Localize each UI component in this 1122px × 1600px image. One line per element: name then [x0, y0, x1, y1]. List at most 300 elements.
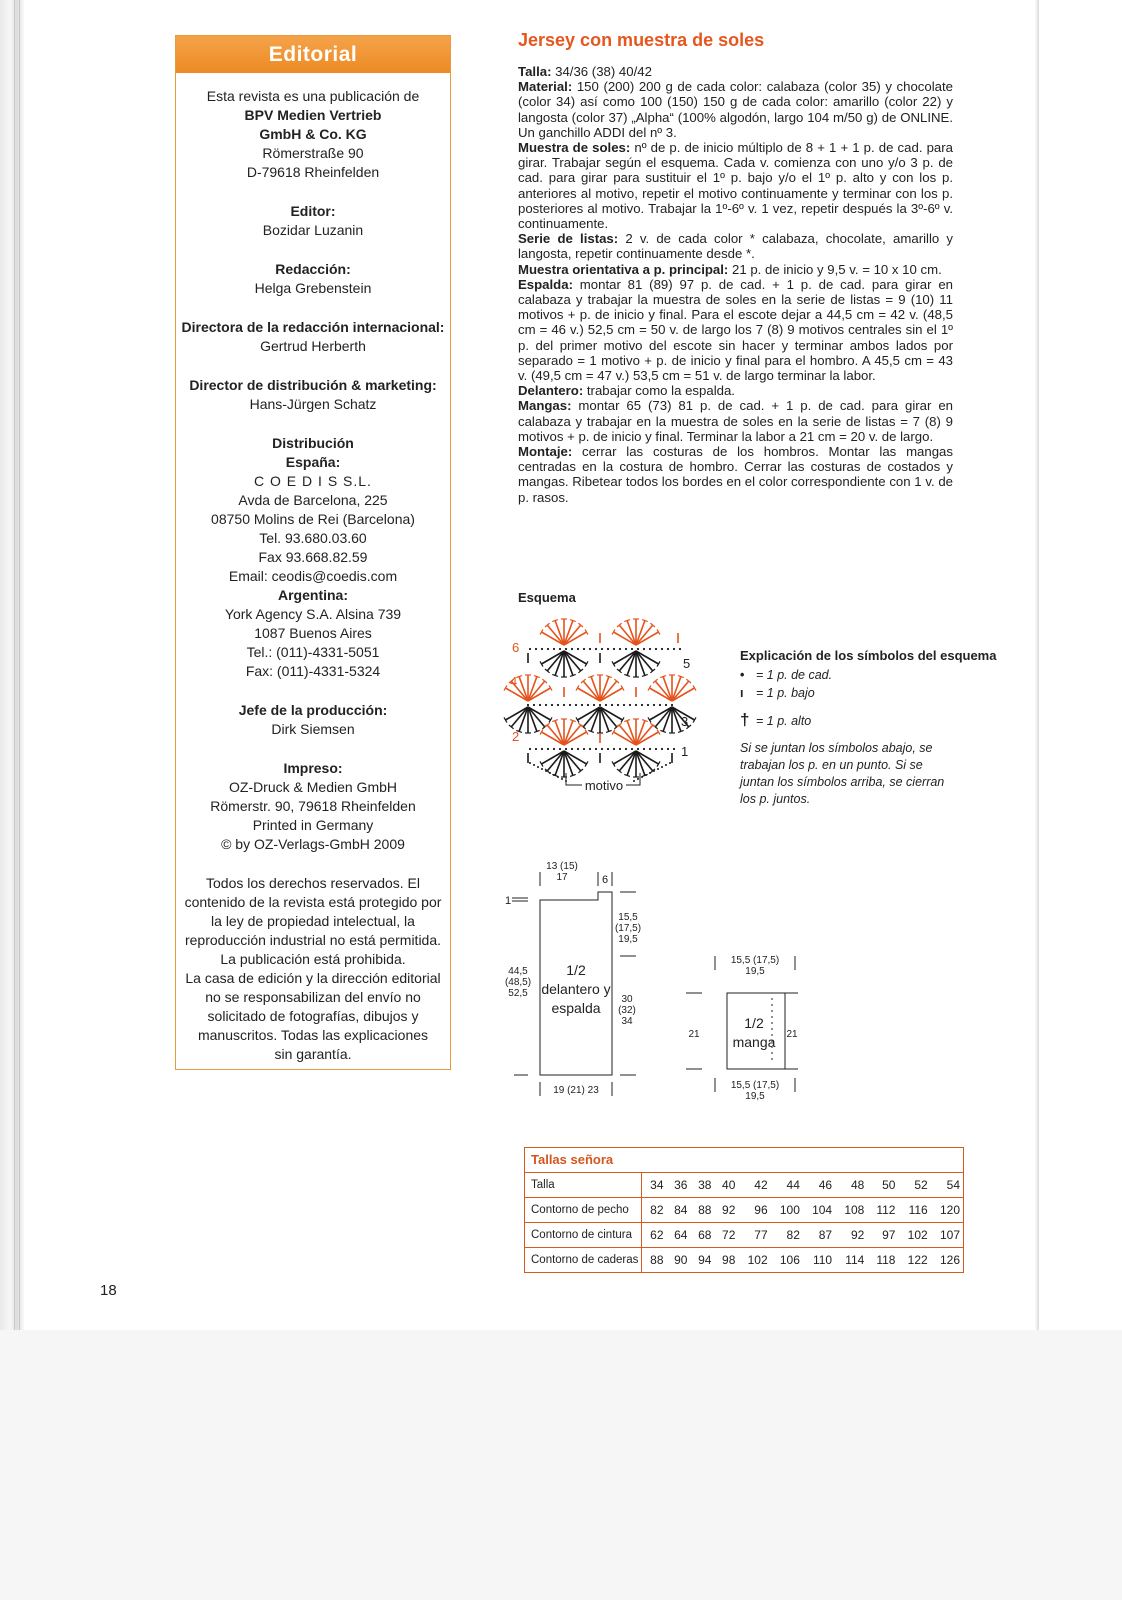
chain-dot	[673, 648, 675, 650]
size-table-row	[525, 1173, 963, 1198]
row-number-1: 1	[681, 744, 689, 759]
chain-dot	[637, 648, 639, 650]
intl-director-name: Gertrud Herberth	[260, 338, 366, 354]
sun-motif-row6	[547, 625, 564, 645]
size-row-label: Contorno de cintura	[525, 1223, 642, 1248]
chain-dot	[535, 748, 537, 750]
dim-top-right: 6	[601, 874, 609, 886]
size-cell: 90	[674, 1253, 688, 1267]
chain-dot	[667, 648, 669, 650]
espana-fax: Fax 93.668.82.59	[258, 549, 368, 565]
sun-motif-row3	[511, 707, 528, 727]
size-cell: 100	[771, 1198, 803, 1223]
chain-dot	[649, 772, 651, 774]
chain-dot	[649, 748, 651, 750]
chain-dot	[539, 704, 541, 706]
paragraph-text: 21 p. de inicio y 9,5 v. = 10 x 10 cm.	[728, 261, 942, 277]
size-cell: 114	[845, 1253, 865, 1267]
chain-dot	[537, 766, 539, 768]
size-cell: 118	[876, 1253, 896, 1267]
chain-dot	[665, 704, 667, 706]
editorial-box	[175, 35, 451, 1070]
sleeve-left: 21	[688, 1029, 700, 1040]
sleeve-top-a: 15,5 (17,5)	[730, 955, 780, 966]
impreso-name: OZ-Druck & Medien GmbH	[228, 779, 398, 795]
size-cell: 98	[722, 1253, 736, 1267]
legend-item: † = 1 p. alto	[740, 710, 812, 729]
sun-motif-row2	[564, 725, 581, 745]
sun-motif-row2	[636, 725, 653, 745]
sun-motif-row5	[619, 651, 636, 671]
paragraph-key: Muestra orientativa a p. principal:	[518, 261, 729, 277]
chain-dot	[643, 748, 645, 750]
sleeve-bottom-a: 15,5 (17,5)	[730, 1080, 780, 1091]
motivo-label: motivo	[584, 778, 624, 793]
size-table-title: Tallas señora	[525, 1148, 963, 1173]
paragraph-key: Serie de listas:	[518, 231, 619, 247]
size-cell: 110	[812, 1253, 833, 1267]
chain-dot	[553, 648, 555, 650]
page-spine	[0, 0, 24, 1330]
chain-dot	[571, 748, 573, 750]
argentina-tel: Tel.: (011)-4331-5051	[246, 644, 380, 660]
paragraph-text: 150 (200) 200 g de cada color: calabaza (color 35) y chocolate (color 34) así como 100 (150) 150 g de cada color: amarillo (color 22) y langosta (color 37) „Alpha“ (100% algodón, largo 104 m/50 g) de ONLINE. Un ganchillo ADDI del nº 3.	[518, 79, 953, 140]
chain-dot	[619, 648, 621, 650]
chain-dot	[617, 704, 619, 706]
page-number: 18	[100, 1282, 117, 1299]
chain-dot	[669, 762, 671, 764]
chain-dot	[541, 748, 543, 750]
sun-motif-row6	[636, 625, 653, 645]
size-cell: 112	[867, 1198, 898, 1223]
size-cell: 104	[803, 1198, 835, 1223]
chain-dot	[559, 648, 561, 650]
rights-line: contenido de la revista está protegido por	[184, 894, 442, 910]
chain-dot	[601, 748, 603, 750]
sun-motif-row5	[564, 651, 581, 671]
chain-dot	[577, 748, 579, 750]
chain-dot	[595, 648, 597, 650]
chain-dot	[569, 704, 571, 706]
article-paragraph	[518, 277, 953, 383]
legend-item: • = 1 p. de cad.	[740, 668, 833, 682]
impreso-copyright: © by OZ-Verlags-GmbH 2009	[221, 836, 405, 852]
chain-dot	[541, 648, 543, 650]
espana-street: Avda de Barcelona, 225	[238, 492, 388, 508]
size-cell: 44	[771, 1173, 803, 1198]
chain-stitch-icon: •	[740, 668, 745, 682]
editorial-intro: Esta revista es una publicación de	[206, 88, 420, 104]
sun-motif-row4	[655, 681, 672, 701]
sun-motif-row3	[655, 707, 672, 727]
size-cell: 48	[835, 1173, 867, 1198]
argentina-city: 1087 Buenos Aires	[254, 625, 372, 641]
chain-dot	[649, 648, 651, 650]
chain-dot	[557, 704, 559, 706]
chain-dot	[545, 770, 547, 772]
espana-label: España:	[285, 454, 341, 470]
chain-dot	[577, 648, 579, 650]
size-cell: 102	[747, 1253, 768, 1267]
paragraph-key: Montaje:	[518, 444, 573, 460]
paragraph-text: trabajar como la espalda.	[583, 383, 735, 399]
size-cell: 120	[931, 1198, 963, 1223]
sun-motif-row2	[547, 725, 564, 745]
paragraph-key: Espalda:	[518, 276, 573, 292]
chain-dot	[671, 704, 673, 706]
size-cell: 50	[867, 1173, 898, 1198]
espana-email: Email: ceodis@coedis.com	[228, 568, 398, 584]
chain-dot	[673, 748, 675, 750]
redaccion-label: Redacción:	[275, 261, 351, 277]
size-cell: 106	[779, 1253, 800, 1267]
sleeve-label-b: manga	[732, 1034, 776, 1050]
publisher-street: Römerstraße 90	[262, 145, 364, 161]
size-cell: 82	[642, 1198, 667, 1223]
size-cell: 84	[667, 1198, 691, 1223]
size-cell: 122	[907, 1253, 928, 1267]
chain-dot	[667, 748, 669, 750]
paragraph-key: Material:	[518, 79, 573, 95]
size-table-row	[525, 1248, 963, 1273]
sleeve-bottom-b: 19,5	[745, 1091, 765, 1102]
sun-motif-row1	[636, 751, 653, 771]
sun-motif-row6	[564, 625, 581, 645]
paragraph-text: nº de p. de inicio múltiplo de 8 + 1 + 1 p. de cad. para girar. Trabajar según el esquema. Cada v. comienza con uno y/o 3 p. de cad. para girar para sustituir el 1º p. bajo y/o el 1º p. alto y con los p. anteriores al motivo, repetir el motivo continuamente y terminar con los p. posteriores al motivo. Trabajar la 1º-6º v. 1 vez, repetir después la 3º-6º v. continuamente.	[518, 140, 953, 232]
size-cell: 38	[690, 1173, 714, 1198]
size-cell: 88	[650, 1253, 664, 1267]
chain-dot	[605, 704, 607, 706]
chain-dot	[659, 704, 661, 706]
dim-height-c: 52,5	[508, 988, 528, 999]
dim-side-c: 34	[621, 1016, 633, 1027]
row-number-3: 3	[681, 714, 689, 729]
sun-motif-row4	[528, 681, 545, 701]
row-number-6: 6	[512, 640, 520, 655]
chain-dot	[619, 748, 621, 750]
size-cell: 77	[738, 1223, 770, 1248]
chain-dot	[549, 772, 551, 774]
article-paragraph	[518, 64, 953, 79]
chain-dot	[653, 704, 655, 706]
article-paragraph	[518, 398, 953, 444]
chain-dot	[661, 748, 663, 750]
single-crochet-icon: ı	[740, 686, 744, 700]
sleeve-top-b: 19,5	[745, 966, 765, 977]
chain-dot	[565, 648, 567, 650]
paragraph-text: 34/36 (38) 40/42	[551, 64, 652, 79]
chain-dot	[607, 648, 609, 650]
chain-dot	[545, 704, 547, 706]
chain-dot	[661, 766, 663, 768]
page-right-edge	[1035, 0, 1039, 1330]
chain-dot	[613, 748, 615, 750]
size-table-row	[525, 1198, 963, 1223]
chain-dot	[575, 704, 577, 706]
chain-dot	[643, 648, 645, 650]
paragraph-key: Delantero:	[518, 383, 584, 399]
chain-dot	[631, 648, 633, 650]
paragraph-text: cerrar las costuras de los hombros. Montar las mangas centradas en la costura de hombro. Cerrar las costuras de costados y mangas. Ribetear todos los bordes en el color correspondiente con 1 v. de p. rasos.	[518, 444, 953, 505]
size-cell: 46	[803, 1173, 835, 1198]
size-row-label: Contorno de caderas	[525, 1248, 642, 1273]
espana-company: C O E D I S S.L.	[254, 473, 372, 489]
distribucion-label: Distribución	[272, 435, 354, 451]
chain-dot	[607, 748, 609, 750]
paragraph-key: Muestra de soles:	[518, 140, 631, 156]
spine-line	[19, 0, 20, 1330]
size-cell: 108	[835, 1198, 867, 1223]
chain-dot	[557, 776, 559, 778]
chain-dot	[565, 748, 567, 750]
rights-line: sin garantía.	[274, 1046, 352, 1062]
chain-dot	[679, 648, 681, 650]
legend-heading: Explicación de los símbolos del esquema	[740, 648, 997, 663]
chain-dot	[529, 762, 531, 764]
article-paragraph	[518, 79, 953, 140]
size-cell: 52	[898, 1173, 930, 1198]
symbol-legend	[740, 648, 1010, 808]
body-pattern-diagram	[500, 860, 660, 1100]
legend-note: Si se juntan los símbolos abajo, se trabajan los p. en un punto. Si se juntan los símbolos arriba, se cierran los p. juntos.	[740, 741, 945, 806]
size-table-row	[525, 1223, 963, 1248]
chain-dot	[661, 648, 663, 650]
publisher-name: BPV Medien Vertrieb	[244, 107, 382, 123]
impreso-label: Impreso:	[283, 760, 343, 776]
dim-bottom: 19 (21) 23	[553, 1085, 599, 1096]
chain-dot	[635, 704, 637, 706]
rights-line: La casa de edición y la dirección editorial	[185, 970, 441, 986]
chain-dot	[641, 776, 643, 778]
article-title: Jersey con muestra de soles	[518, 30, 765, 50]
chain-dot	[551, 704, 553, 706]
dim-top-left-a: 13 (15)	[546, 861, 578, 872]
size-cell: 87	[803, 1223, 835, 1248]
size-cell: 62	[642, 1223, 667, 1248]
sun-motif-row6	[619, 625, 636, 645]
size-cell: 42	[738, 1173, 770, 1198]
size-cell: 54	[931, 1173, 963, 1198]
chain-dot	[599, 704, 601, 706]
row-number-5: 5	[683, 656, 691, 671]
dim-left-mark: 1	[505, 895, 512, 907]
size-cell: 82	[771, 1223, 803, 1248]
chain-dot	[553, 748, 555, 750]
chain-dot	[637, 778, 639, 780]
legend-item: ı = 1 p. bajo	[740, 686, 815, 700]
size-cell: 102	[898, 1223, 930, 1248]
size-cell: 92	[835, 1223, 867, 1248]
body-label-c: espalda	[551, 1000, 601, 1016]
chain-dot	[535, 648, 537, 650]
size-cell: 116	[898, 1198, 930, 1223]
chain-dot	[541, 768, 543, 770]
chain-dot	[633, 780, 635, 782]
chain-dot	[589, 648, 591, 650]
paragraph-key: Talla:	[518, 64, 552, 79]
row-number-2: 2	[512, 729, 520, 744]
size-row-label: Contorno de pecho	[525, 1198, 642, 1223]
chain-dot	[587, 704, 589, 706]
crochet-chart	[500, 615, 720, 825]
size-cell: 88	[690, 1198, 714, 1223]
chain-dot	[547, 748, 549, 750]
chain-dot	[571, 648, 573, 650]
chain-dot	[533, 764, 535, 766]
chain-dot	[653, 770, 655, 772]
dim-height-b: (48,5)	[504, 977, 532, 988]
dim-neck-c: 19,5	[618, 934, 638, 945]
spine-line	[14, 0, 15, 1330]
size-cell: 34	[642, 1173, 667, 1198]
chain-dot	[601, 648, 603, 650]
dim-side-b: (32)	[618, 1005, 636, 1016]
chain-dot	[625, 648, 627, 650]
chain-dot	[547, 648, 549, 650]
chain-dot	[589, 748, 591, 750]
chain-dot	[553, 774, 555, 776]
sun-motif-row4	[672, 681, 689, 701]
dim-side-a: 30	[621, 994, 633, 1005]
dim-height-a: 44,5	[508, 966, 528, 977]
chain-dot	[611, 704, 613, 706]
sun-motif-row4	[600, 681, 617, 701]
rights-line: la ley de propiedad intelectual, la	[211, 913, 415, 929]
article-paragraph	[518, 262, 953, 277]
intl-director-label: Directora de la redacción internacional:	[181, 319, 445, 335]
chain-dot	[641, 704, 643, 706]
rights-line: solicitado de fotografías, dibujos y	[207, 1008, 419, 1024]
paragraph-key: Mangas:	[518, 398, 572, 414]
chain-dot	[613, 648, 615, 650]
sun-motif-row1	[564, 751, 581, 771]
size-cell: 64	[667, 1223, 691, 1248]
argentina-label: Argentina:	[278, 587, 348, 603]
chain-dot	[559, 748, 561, 750]
article-paragraph	[518, 444, 953, 505]
schema-label: Esquema	[518, 590, 576, 605]
sun-motif-row4	[583, 681, 600, 701]
dim-neck-b: (17,5)	[614, 923, 642, 934]
chain-dot	[623, 704, 625, 706]
size-cell: 68	[690, 1223, 714, 1248]
sun-motif-row1	[619, 751, 636, 771]
size-cell: 92	[714, 1198, 738, 1223]
sleeve-outline	[727, 993, 785, 1069]
chain-dot	[581, 704, 583, 706]
chain-dot	[583, 748, 585, 750]
chain-dot	[583, 648, 585, 650]
paragraph-text: montar 81 (89) 97 p. de cad. + 1 p. de cad. para girar en calabaza y trabajar la muestra de soles en la serie de listas = 9 (10) 11 motivos + p. de inicio y final. Para el escote dejar a 44,5 cm = 42 v. (48,5 cm = 46 v.) 52,5 cm = 50 v. de largo los 7 (8) 9 motivos centrales sin el 1º p. del primer motivo del escote sin hacer y terminar ambos lados por separado = 1 motivo + p. de inicio y final para el hombro. A 45,5 cm = 43 v. (49,5 cm = 47 v.) 53,5 cm = 51 v. de largo terminar la labor.	[518, 276, 953, 384]
chain-dot	[665, 764, 667, 766]
body-label-a: 1/2	[566, 962, 586, 978]
editorial-body	[176, 73, 450, 1064]
rights-line: manuscritos. Todas las explicaciones	[197, 1027, 429, 1043]
chain-dot	[647, 704, 649, 706]
chain-dot	[657, 768, 659, 770]
sun-motif-row1	[547, 751, 564, 771]
scan-margin	[0, 1330, 1122, 1600]
sun-motif-row3	[583, 707, 600, 727]
chain-dot	[529, 648, 531, 650]
paragraph-text: montar 65 (73) 81 p. de cad. + 1 p. de cad. para girar en calabaza y trabajar en la muestra de soles en la serie de listas = 7 (8) 9 motivos + p. de inicio y final. Terminar la labor a 21 cm = 20 v. de largo.	[518, 398, 953, 444]
size-cell: 107	[931, 1223, 963, 1248]
size-cell: 97	[867, 1223, 898, 1248]
row-number-4: 4	[510, 674, 518, 689]
rights-line: reproducción industrial no está permitida.	[184, 932, 442, 948]
sun-motif-row3	[528, 707, 545, 727]
chain-dot	[595, 748, 597, 750]
chain-dot	[527, 704, 529, 706]
body-label-b: delantero y	[541, 981, 611, 997]
paragraph-text: 2 v. de cada color * calabaza, chocolate, amarillo y langosta, repetir continuamente desde *.	[518, 231, 953, 262]
size-cell: 36	[667, 1173, 691, 1198]
chain-dot	[533, 704, 535, 706]
chain-dot	[655, 648, 657, 650]
espana-city: 08750 Molins de Rei (Barcelona)	[211, 511, 415, 527]
sun-motif-row5	[636, 651, 653, 671]
produccion-name: Dirk Siemsen	[271, 721, 355, 737]
argentina-fax: Fax: (011)-4331-5324	[245, 663, 381, 679]
sleeve-pattern-diagram	[680, 950, 820, 1120]
editor-label: Editor:	[290, 203, 336, 219]
article-body	[518, 64, 953, 505]
chain-dot	[637, 748, 639, 750]
sun-motif-row3	[600, 707, 617, 727]
sleeve-label-a: 1/2	[744, 1015, 764, 1031]
chain-dot	[645, 774, 647, 776]
rights-line: La publicación está prohibida.	[220, 951, 406, 967]
chain-dot	[561, 778, 563, 780]
size-cell: 40	[714, 1173, 738, 1198]
chain-dot	[625, 748, 627, 750]
article-paragraph	[518, 140, 953, 231]
rights-line: no se responsabilizan del envío no	[205, 989, 421, 1005]
chain-dot	[629, 704, 631, 706]
chain-dot	[529, 748, 531, 750]
size-cell: 72	[714, 1223, 738, 1248]
chain-dot	[563, 704, 565, 706]
publisher-name-2: GmbH & Co. KG	[259, 126, 367, 142]
distribution-director-name: Hans-Jürgen Schatz	[249, 396, 377, 412]
size-cell: 94	[698, 1253, 712, 1267]
chain-dot	[593, 704, 595, 706]
editorial-heading: Editorial	[176, 36, 450, 73]
chain-dot	[631, 748, 633, 750]
chain-dot	[655, 748, 657, 750]
redaccion-name: Helga Grebenstein	[254, 280, 372, 296]
article-paragraph	[518, 231, 953, 261]
size-row-label: Talla	[525, 1173, 642, 1198]
editor-name: Bozidar Luzanin	[262, 222, 364, 238]
impreso-address: Römerstr. 90, 79618 Rheinfelden	[210, 798, 416, 814]
sun-motif-row2	[619, 725, 636, 745]
size-table	[524, 1147, 964, 1273]
distribution-director-label: Director de distribución & marketing:	[189, 377, 437, 393]
espana-tel: Tel. 93.680.03.60	[259, 530, 367, 546]
size-table-grid	[525, 1173, 963, 1272]
size-cell: 96	[738, 1198, 770, 1223]
dim-top-left-b: 17	[556, 872, 568, 883]
size-cell: 126	[939, 1253, 960, 1267]
argentina-company: York Agency S.A. Alsina 739	[224, 606, 402, 622]
rights-line: Todos los derechos reservados. El	[206, 875, 420, 891]
sleeve-right: 21	[786, 1029, 798, 1040]
produccion-label: Jefe de la producción:	[238, 702, 388, 718]
article-paragraph	[518, 383, 953, 398]
dim-neck-a: 15,5	[618, 912, 638, 923]
sun-motif-row5	[547, 651, 564, 671]
